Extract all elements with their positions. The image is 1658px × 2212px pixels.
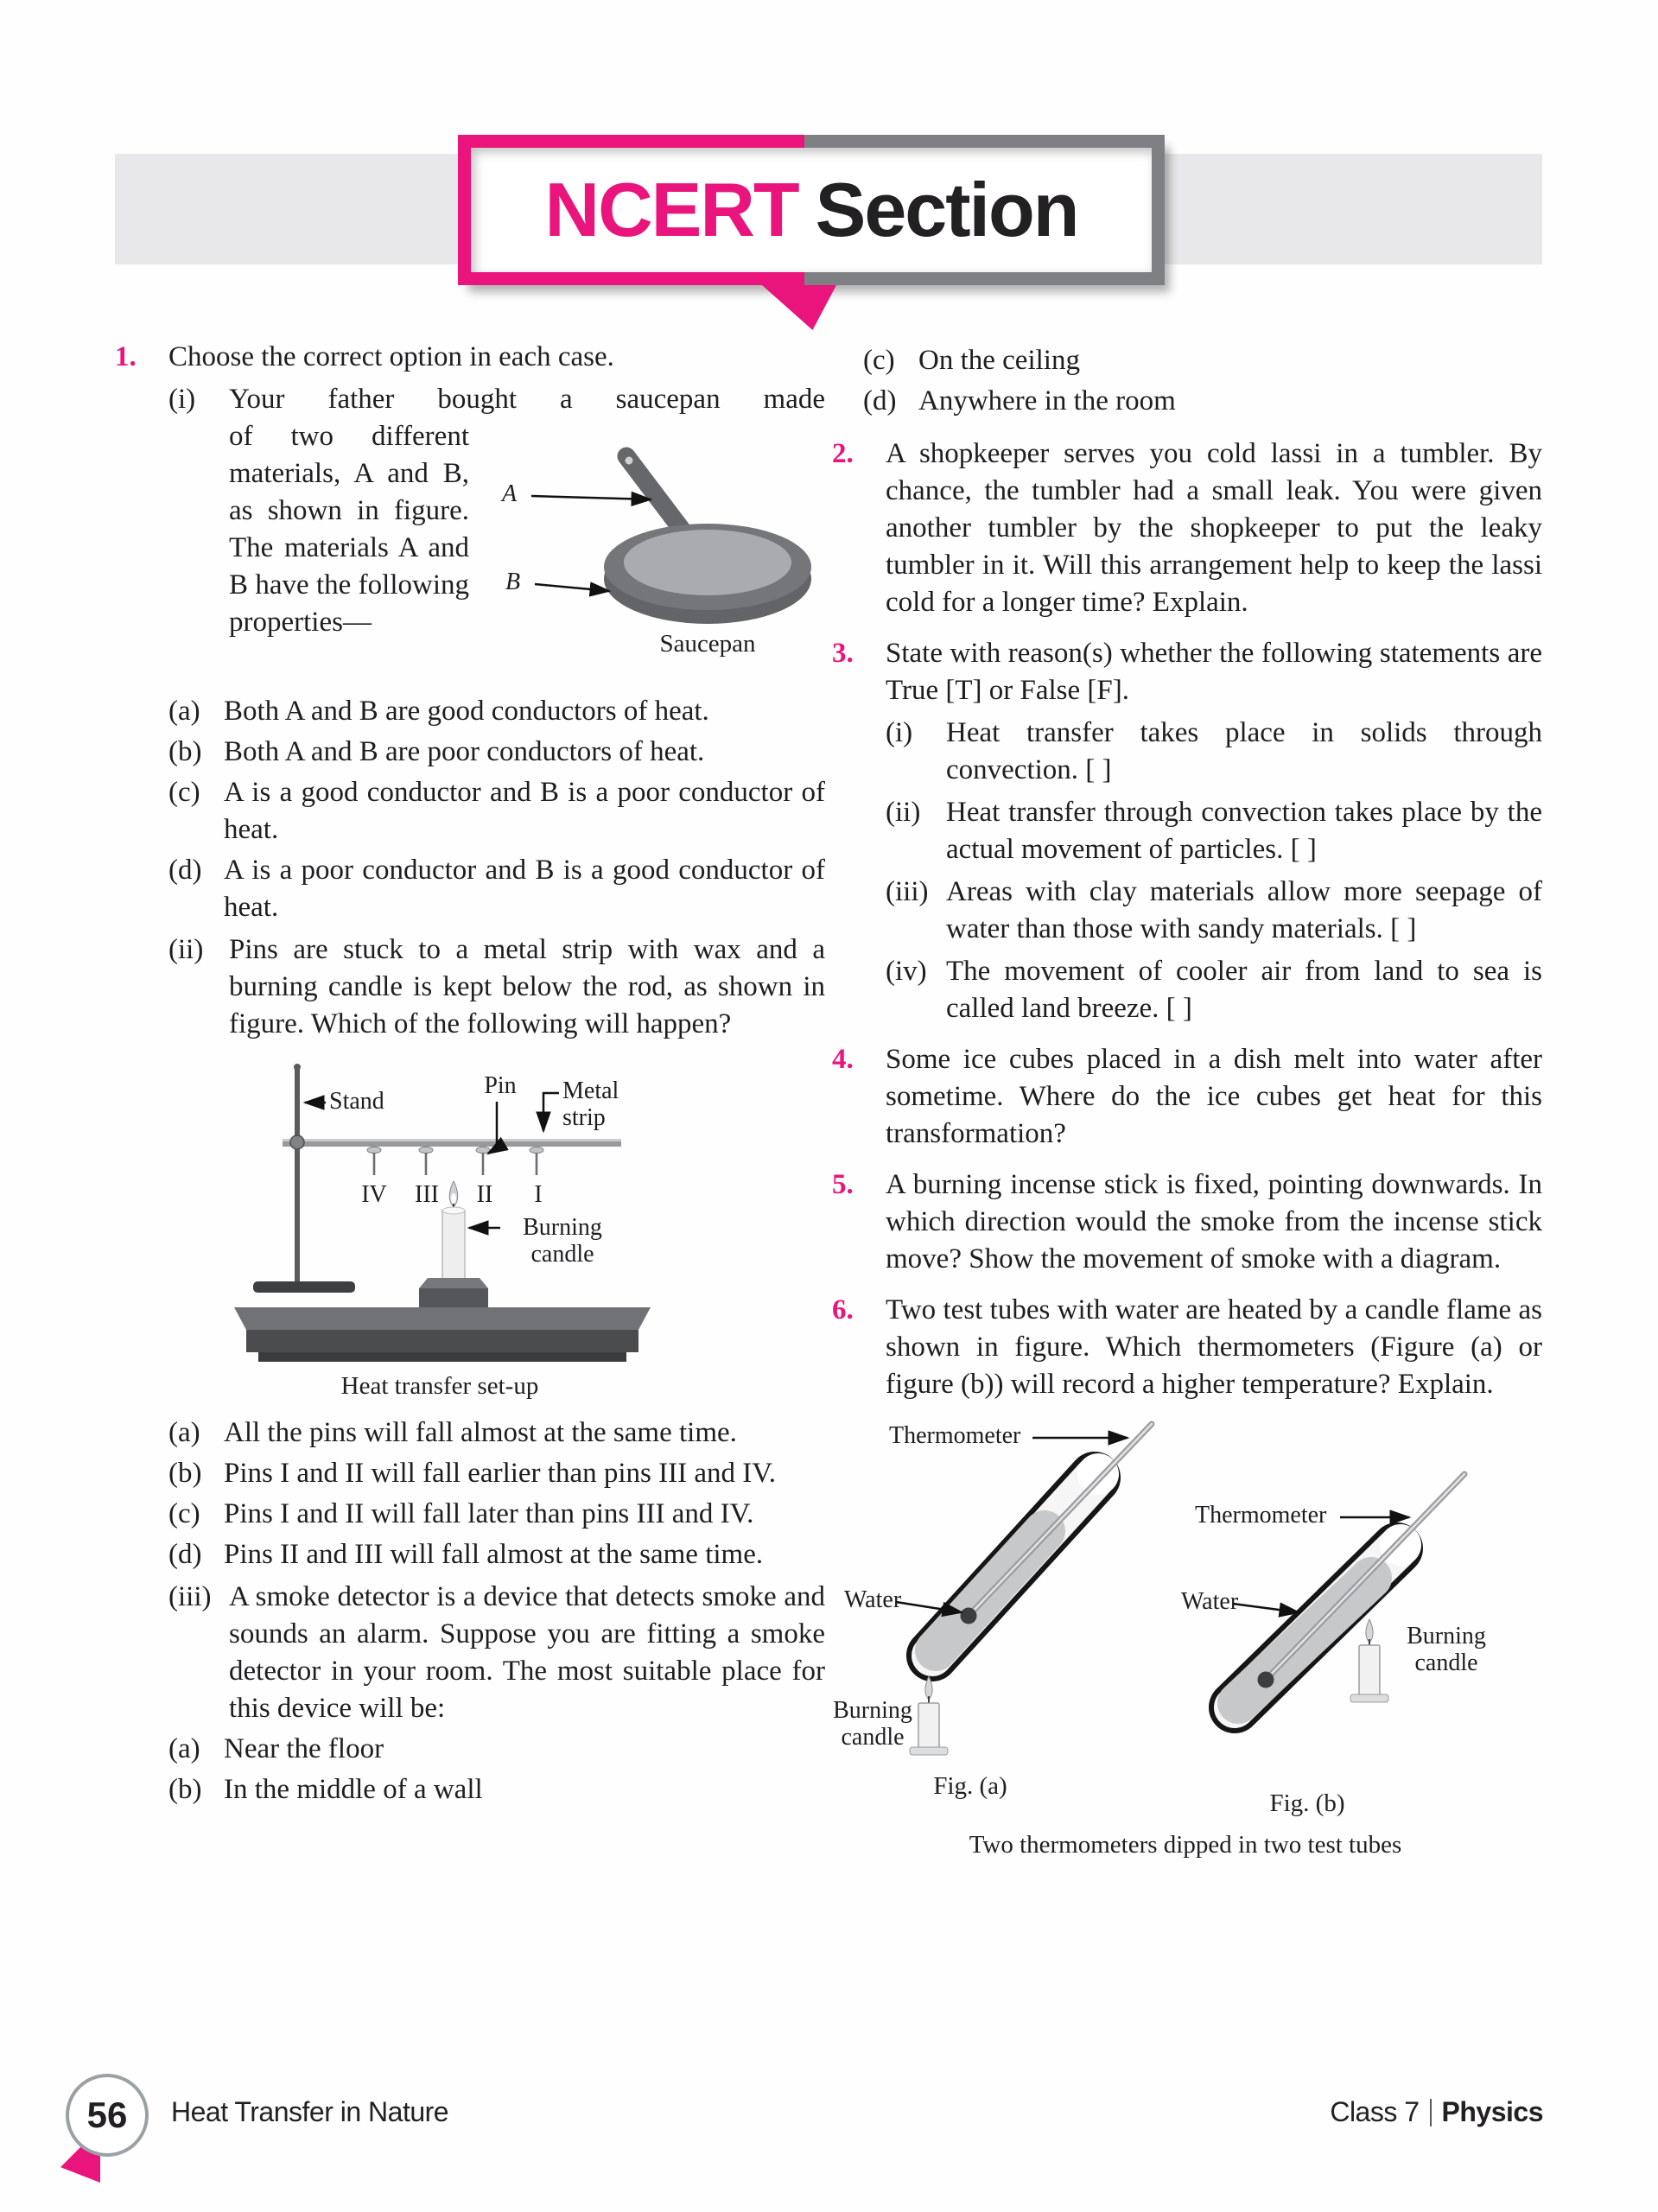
- option-row: [168, 1731, 825, 1768]
- option-label: (a): [168, 1417, 200, 1448]
- q1-part-ii: [168, 931, 825, 1043]
- banner-title: [471, 148, 1152, 272]
- candle-block: [419, 1278, 488, 1288]
- question-number: 3.: [832, 638, 854, 669]
- option-text: Near the floor: [224, 1733, 384, 1764]
- option-label: (d): [168, 1539, 202, 1570]
- option-label: (d): [168, 855, 202, 886]
- setup-stand-label: Stand: [329, 1088, 384, 1115]
- question-number: 6.: [832, 1294, 854, 1325]
- part-text-intro: Your father bought a saucepan made: [229, 384, 825, 415]
- question-number: 2.: [832, 438, 854, 469]
- fig-b-thermometer-label: Thermometer: [1195, 1502, 1327, 1529]
- option-label: (d): [863, 385, 897, 416]
- thermometer-bulb: [1258, 1672, 1274, 1688]
- part-label: (iii): [168, 1581, 212, 1612]
- saucepan-drawing: [481, 422, 825, 648]
- fig-a-water-label: Water: [844, 1586, 902, 1613]
- setup-caption: Heat transfer set-up: [340, 1372, 539, 1400]
- option-label: (c): [168, 777, 200, 808]
- test-tubes-figure: [832, 1415, 1539, 1865]
- stand-base: [253, 1281, 355, 1293]
- fig-a-thermometer-label: Thermometer: [889, 1422, 1021, 1449]
- item-text: Heat transfer takes place in solids through convection. [ ]: [946, 717, 1542, 785]
- option-row: [168, 1496, 825, 1533]
- option-row: [168, 774, 825, 849]
- option-row: [863, 342, 1542, 379]
- setup-metal-strip-label: Metal strip: [562, 1077, 619, 1131]
- option-text: Anywhere in the room: [918, 385, 1176, 416]
- question-6: [832, 1292, 1542, 1403]
- option-text: Pins I and II will fall later than pins III and IV.: [224, 1498, 754, 1529]
- question-1: [115, 339, 825, 1808]
- q3-item: [886, 794, 1542, 868]
- burning-candle: [910, 1676, 948, 1755]
- option-label: (c): [168, 1498, 200, 1529]
- pin-number-iii: III: [415, 1181, 439, 1208]
- ncert-section-banner: [458, 135, 1165, 285]
- option-row: [168, 734, 825, 771]
- clamp: [290, 1135, 304, 1149]
- item-text: The movement of cooler air from land to sea is called land breeze. [ ]: [946, 956, 1542, 1024]
- option-label: (b): [168, 1458, 202, 1489]
- option-row: [168, 693, 825, 730]
- saucepan-figure: [481, 422, 825, 686]
- heat-setup-figure: [219, 1055, 661, 1404]
- option-row: [168, 1455, 825, 1492]
- q1-part-i: [168, 381, 825, 690]
- option-row: [168, 1771, 825, 1808]
- left-column: [115, 339, 825, 1822]
- saucepan-label-b: B: [505, 569, 521, 595]
- option-text: Both A and B are good conductors of heat.: [224, 696, 709, 727]
- item-label: (iii): [886, 876, 929, 907]
- question-text: A shopkeeper serves you cold lassi in a tumbler. By chance, the tumbler had a small leak. You were given another tumbler by the shopkeeper to put the leaky tumbler in it. Will this arrangement help to keep the lassi cold for a longer time? Explain.: [886, 438, 1542, 618]
- option-text: Pins II and III will fall almost at the same time.: [224, 1539, 764, 1570]
- fig-a-candle-label: Burning candle: [833, 1697, 912, 1751]
- q3-item: [886, 953, 1542, 1027]
- setup-candle-label: Burning candle: [523, 1214, 602, 1268]
- part-text: Pins are stuck to a metal strip with wax and a burning candle is kept below the rod, as shown in figure. Which of the following will happen?: [229, 934, 825, 1039]
- item-text: Areas with clay materials allow more seepage of water than those with sandy materials. [ ]: [946, 876, 1542, 944]
- question-text: Choose the correct option in each case.: [168, 341, 614, 372]
- part-label: (i): [168, 384, 196, 415]
- question-5: [832, 1166, 1542, 1278]
- burning-candle: [1350, 1619, 1388, 1702]
- q3-item: [886, 715, 1542, 789]
- q3-item: [886, 874, 1542, 948]
- footer-subject-label: Physics: [1441, 2096, 1543, 2127]
- option-label: (b): [168, 736, 202, 767]
- burning-candle: [442, 1181, 465, 1280]
- banner-brand-text: NCERT: [544, 167, 798, 252]
- table-top: [234, 1307, 651, 1330]
- question-3: [832, 635, 1542, 1027]
- option-text: On the ceiling: [918, 345, 1080, 376]
- pin-number-ii: II: [476, 1181, 493, 1208]
- option-row: [168, 852, 825, 926]
- part-text: A smoke detector is a device that detects smoke and sounds an alarm. Suppose you are fitting a smoke detector in your room. The most suitable place for this device will be:: [229, 1581, 825, 1724]
- option-text: A is a good conductor and B is a poor conductor of heat.: [224, 777, 825, 845]
- pins: [367, 1147, 543, 1175]
- question-text: Some ice cubes placed in a dish melt into water after sometime. Where do the ice cubes get heat for this transformation?: [886, 1044, 1542, 1149]
- setup-pin-label: Pin: [484, 1072, 517, 1099]
- option-label: (b): [168, 1774, 202, 1805]
- page-number-badge: 56: [66, 2074, 149, 2157]
- footer-class-label: Class 7: [1330, 2096, 1420, 2127]
- right-column: [832, 339, 1542, 1865]
- fig-a-caption: Fig. (a): [933, 1772, 1007, 1800]
- option-text: In the middle of a wall: [224, 1774, 483, 1805]
- arrow-to-pan: [535, 584, 609, 591]
- question-text: Two test tubes with water are heated by a candle flame as shown in figure. Which thermometers (Figure (a) or figure (b)) will record a higher temperature? Explain.: [886, 1294, 1542, 1400]
- pin-number-i: I: [534, 1181, 543, 1208]
- handle-hole: [626, 457, 633, 465]
- banner-section-text: Section: [815, 167, 1078, 252]
- q1-part-iii: [168, 1579, 825, 1727]
- question-number: 4.: [832, 1044, 854, 1075]
- part-label: (ii): [168, 934, 204, 965]
- option-text: All the pins will fall almost at the same time.: [224, 1417, 737, 1448]
- item-label: (i): [886, 717, 913, 748]
- saucepan-caption: Saucepan: [659, 630, 756, 658]
- question-text: State with reason(s) whether the following statements are True [T] or False [F].: [886, 638, 1542, 706]
- question-2: [832, 435, 1542, 621]
- test-tubes-caption: Two thermometers dipped in two test tubes: [969, 1831, 1402, 1859]
- part-text-rest: of two different materials, A and B, as shown in figure. The materials A and B have the following properties—: [229, 421, 469, 638]
- option-text: A is a poor conductor and B is a good conductor of heat.: [224, 855, 825, 923]
- footer-class-subject: [1330, 2096, 1543, 2128]
- saucepan-label-a: A: [502, 480, 518, 507]
- option-label: (c): [863, 345, 895, 376]
- option-label: (a): [168, 696, 200, 727]
- arrow-to-handle: [531, 496, 651, 499]
- pan-handle: [626, 456, 685, 534]
- item-text: Heat transfer through convection takes place by the actual movement of particles. [ ]: [946, 797, 1542, 865]
- question-number: 5.: [832, 1169, 854, 1200]
- fig-b-water-label: Water: [1181, 1588, 1239, 1615]
- fig-b-candle-label: Burning candle: [1407, 1623, 1486, 1676]
- arrow-to-water: [1233, 1604, 1299, 1612]
- option-row: [863, 383, 1542, 420]
- option-row: [168, 1536, 825, 1573]
- item-label: (iv): [886, 956, 927, 987]
- stand-rod: [295, 1067, 300, 1285]
- option-text: Pins I and II will fall earlier than pins III and IV.: [224, 1458, 777, 1489]
- arrow-to-strip: [543, 1093, 559, 1131]
- item-label: (ii): [886, 797, 921, 828]
- pan-interior: [624, 530, 791, 595]
- fig-b-caption: Fig. (b): [1269, 1789, 1345, 1817]
- footer-chapter-title: Heat Transfer in Nature: [171, 2096, 449, 2127]
- option-row: [168, 1414, 825, 1452]
- option-label: (a): [168, 1733, 200, 1764]
- footer-divider: [1430, 2099, 1432, 2126]
- thermometer-bulb: [961, 1608, 977, 1624]
- banner-tail-pointer: [762, 285, 836, 330]
- option-text: Both A and B are poor conductors of heat.: [224, 736, 705, 767]
- question-text: A burning incense stick is fixed, pointing downwards. In which direction would the smoke from the incense stick move? Show the movement of smoke with a diagram.: [886, 1169, 1542, 1274]
- question-4: [832, 1041, 1542, 1153]
- question-number: 1.: [115, 341, 137, 372]
- pin-number-iv: IV: [361, 1181, 387, 1208]
